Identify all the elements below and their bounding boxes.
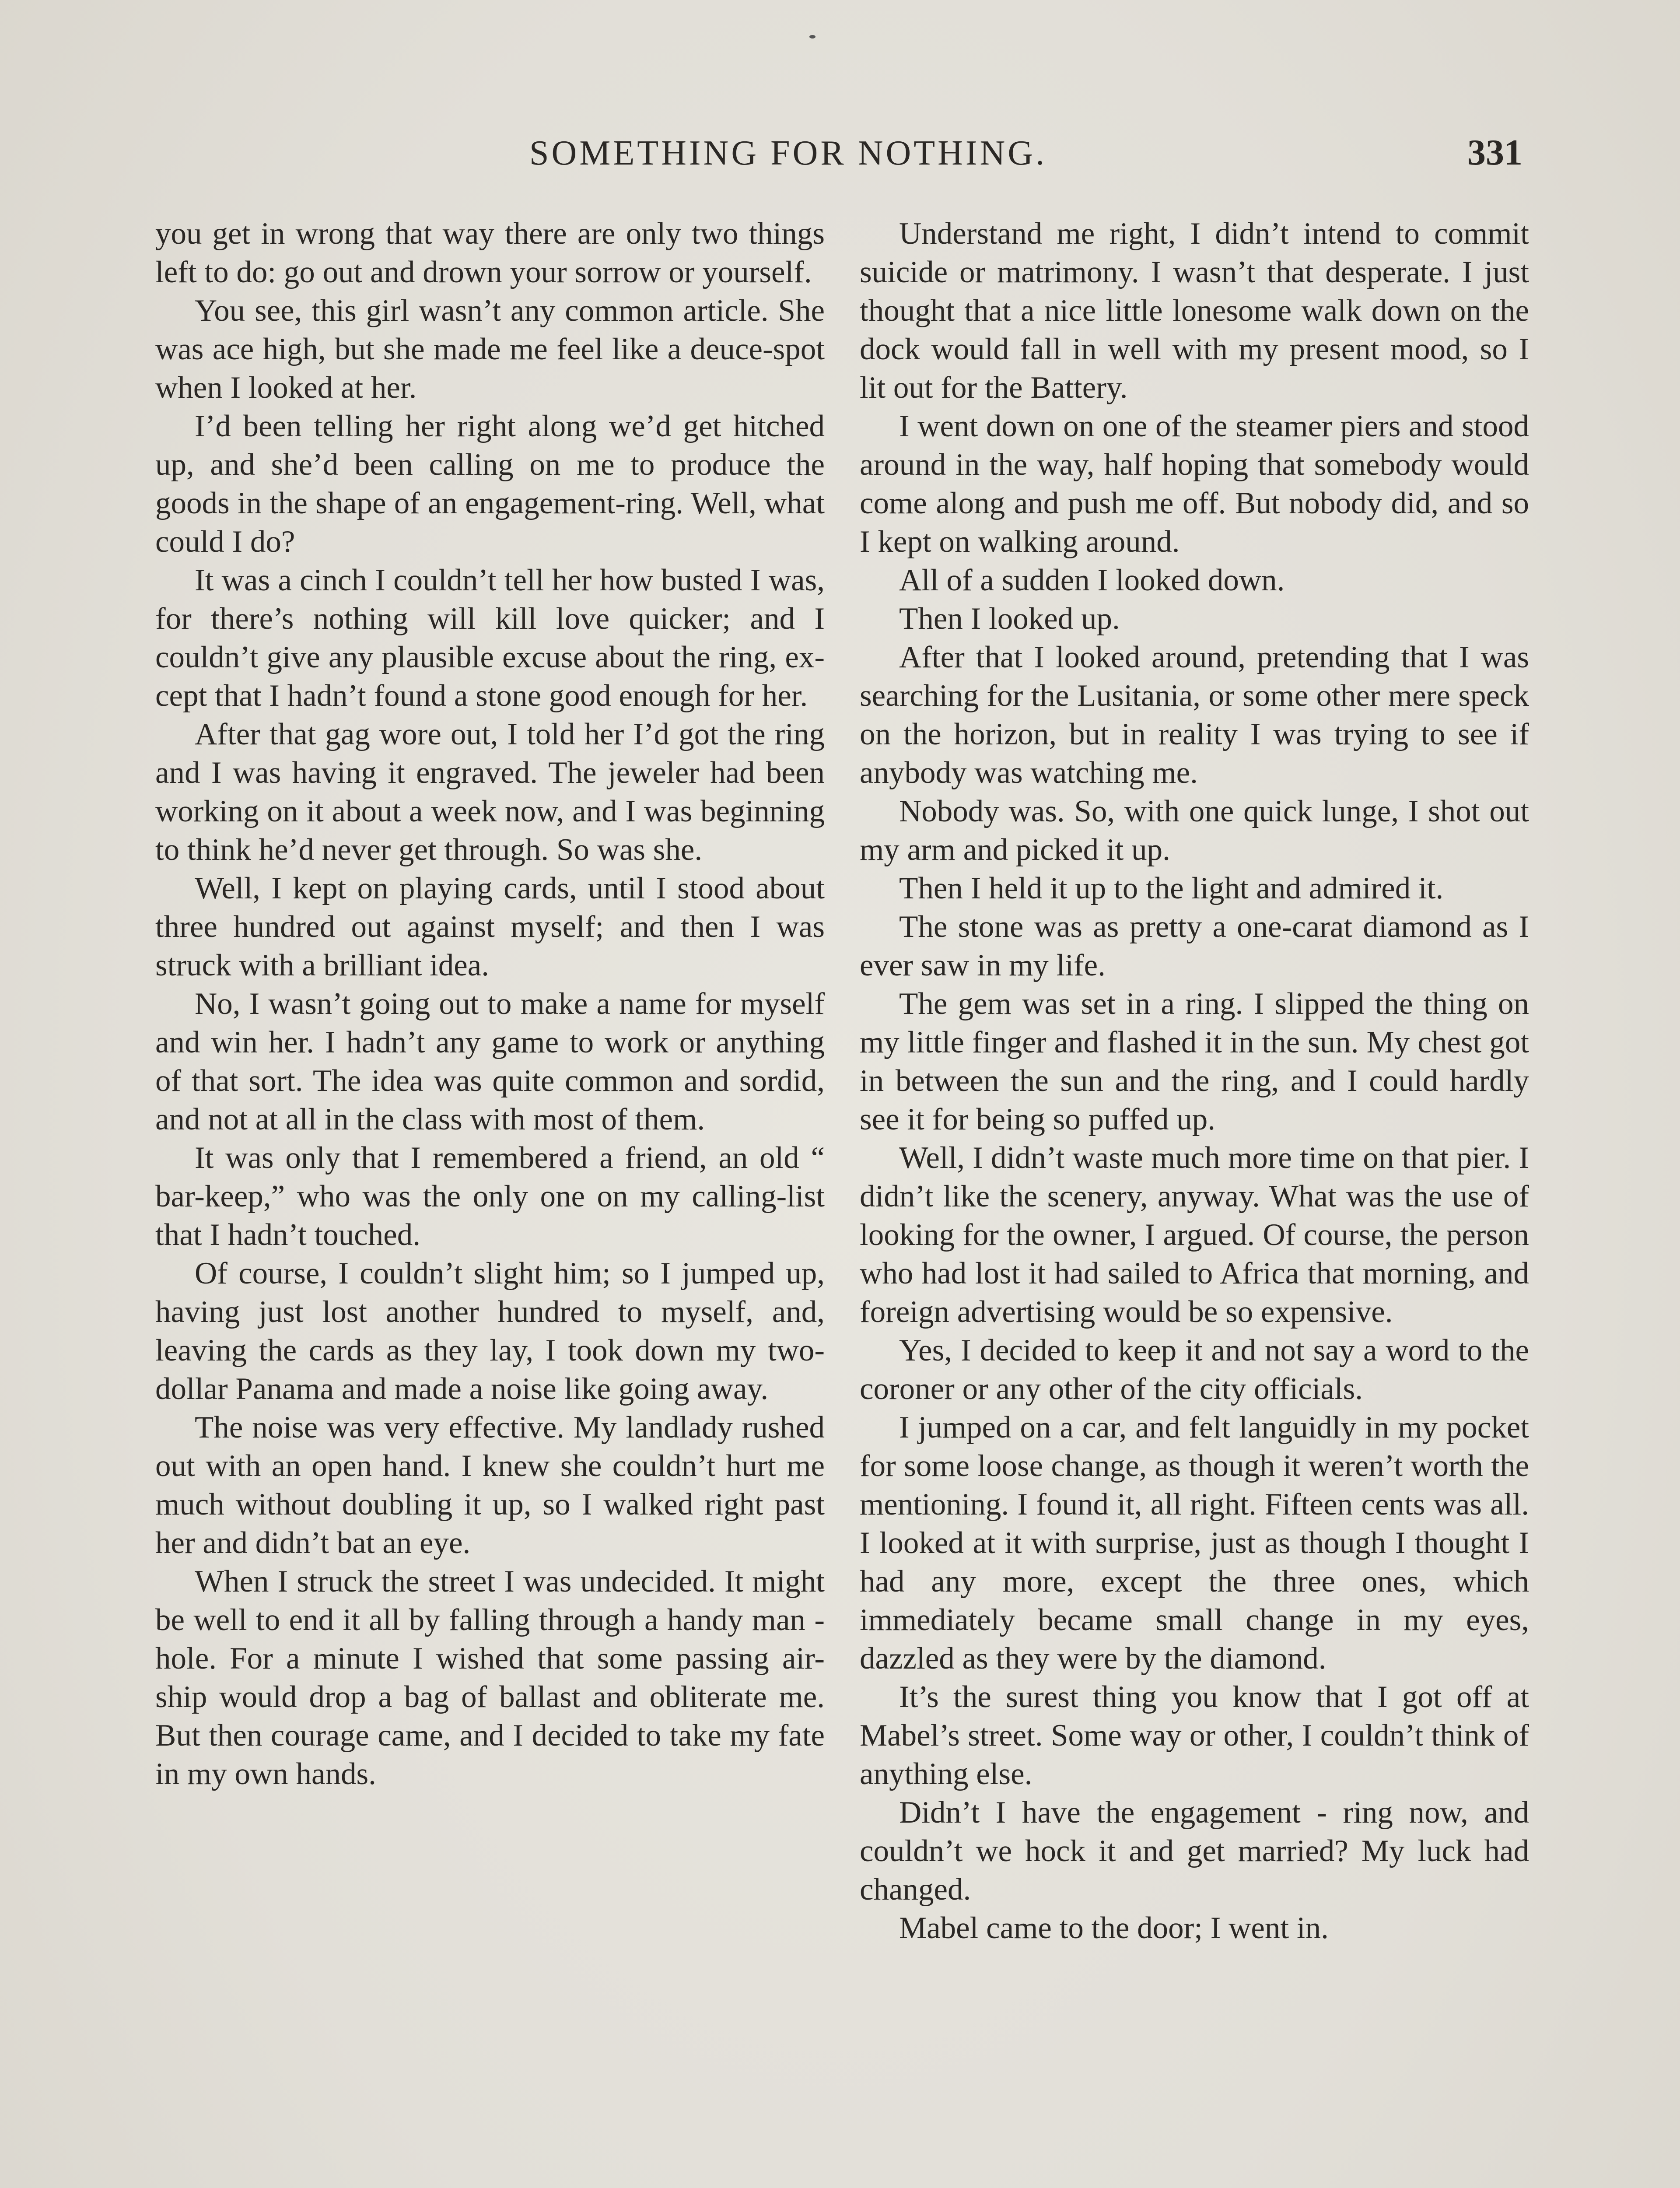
paragraph: No, I wasn’t going out to make a name for myself and win her. I hadn’t any game to work or anything of that sort. The idea was quite common and sordid, and not at all in the class with most of them. (155, 987, 825, 1136)
paragraph: Nobody was. So, with one quick lunge, I shot out my arm and picked it up. (860, 794, 1529, 867)
paragraph: you get in wrong that way there are only two things left to do: go out and drown your sorrow or yourself. (155, 217, 825, 289)
paragraph: Well, I kept on playing cards, until I stood about three hundred out against myself; and then I was struck with a brilliant idea. (155, 871, 825, 982)
paragraph: After that I looked around, pretending that I was searching for the Lusitania, or some other mere speck on the horizon, but in reality I was trying to see if anybody was watching me. (860, 640, 1529, 790)
paragraph: I jumped on a car, and felt languidly in my pocket for some loose change, as though it weren’t worth the mentioning. I found it, all right. Fifteen cents was all. I looked at it with surprise, just as though I thought I had any more, except the three ones, which immediately became small change in my eyes, dazzled as they were by the diamond. (860, 1410, 1529, 1676)
paragraph: Then I held it up to the light and admired it. (899, 871, 1444, 905)
right-column (860, 214, 1529, 1947)
left-column (155, 214, 825, 1793)
paragraph: Yes, I decided to keep it and not say a word to the coroner or any other of the city officials. (860, 1333, 1529, 1406)
paragraph: I went down on one of the steamer piers and stood around in the way, half hoping that somebody would come along and push me off. But nobody did, and so I kept on walking around. (860, 409, 1529, 559)
paragraph: Mabel came to the door; I went in. (899, 1911, 1329, 1945)
paragraph: Then I looked up. (899, 602, 1120, 636)
paragraph: The gem was set in a ring. I slipped the thing on my little finger and flashed it in the sun. My chest got in between the sun and the ring, and I could hardly see it for being so puffed up. (860, 987, 1529, 1136)
paragraph: Of course, I couldn’t slight him; so I jumped up, having just lost another hundred to myself, and, leaving the cards as they lay, I took down my two-dollar Panama and made a noise like going away. (155, 1256, 825, 1406)
paragraph: When I struck the street I was undecided. It might be well to end it all by falling through a handy man - hole. For a minute I wished that some passing air-ship would drop a bag of ballast and obliterate me. But then courage came, and I decided to take my fate in my own hands. (155, 1564, 825, 1791)
paragraph: It was only that I remembered a friend, an old “ bar-keep,” who was the only one on my calling-list that I hadn’t touched. (155, 1141, 825, 1252)
paragraph: Understand me right, I didn’t intend to commit suicide or matrimony. I wasn’t that desperate. I just thought that a nice little lonesome walk down on the dock would fall in well with my present mood, so I lit out for the Battery. (860, 217, 1529, 405)
running-title: SOMETHING FOR NOTHING. (529, 134, 1047, 172)
paragraph: You see, this girl wasn’t any common article. She was ace high, but she made me feel like a deuce-spot when I looked at her. (155, 294, 825, 405)
page-number: 331 (1467, 132, 1522, 173)
paragraph: It’s the surest thing you know that I got off at Mabel’s street. Some way or other, I couldn’t think of anything else. (860, 1680, 1529, 1791)
paragraph: It was a cinch I couldn’t tell her how busted I was, for there’s nothing will kill love quicker; and I couldn’t give any plausible excuse about the ring, except that I hadn’t found a stone good enough for her. (155, 563, 825, 713)
paragraph: The stone was as pretty a one-carat diamond as I ever saw in my life. (860, 910, 1529, 982)
paragraph: After that gag wore out, I told her I’d got the ring and I was having it engraved. The jeweler had been working on it about a week now, and I was beginning to think he’d never get through. So was she. (155, 717, 825, 867)
ink-speck (809, 35, 816, 39)
paragraph: The noise was very effective. My landlady rushed out with an open hand. I knew she couldn’t hurt me much without doubling it up, so I walked right past her and didn’t bat an eye. (155, 1410, 825, 1560)
paragraph: All of a sudden I looked down. (899, 563, 1285, 597)
paragraph: I’d been telling her right along we’d get hitched up, and she’d been calling on me to produce the goods in the shape of an engagement-ring. Well, what could I do? (155, 409, 825, 559)
paragraph: Didn’t I have the engagement - ring now, and couldn’t we hock it and get married? My luck had changed. (860, 1795, 1529, 1907)
paragraph: Well, I didn’t waste much more time on that pier. I didn’t like the scenery, anyway. What was the use of looking for the owner, I argued. Of course, the person who had lost it had sailed to Africa that morning, and foreign advertising would be so expensive. (860, 1141, 1529, 1329)
